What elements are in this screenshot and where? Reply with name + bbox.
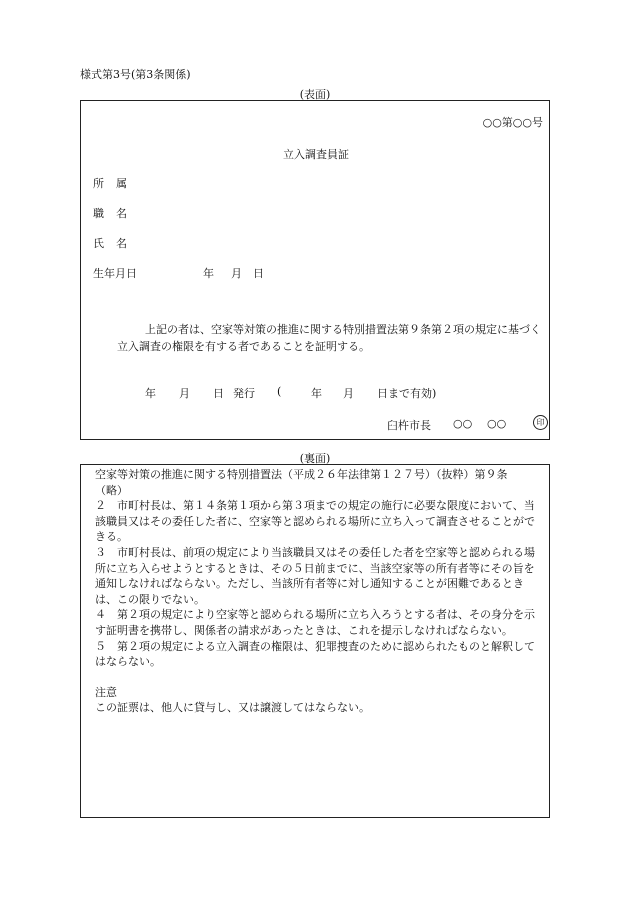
issue-year: 年	[145, 387, 156, 400]
note-heading: 注意	[95, 685, 117, 699]
birth-month-unit: 月	[231, 267, 242, 280]
mayor-name-1: ○○	[453, 417, 473, 430]
issue-day: 日	[213, 387, 224, 400]
front-side-label: (表面)	[299, 88, 331, 101]
mayor-name-2: ○○	[487, 417, 507, 430]
back-side-content	[95, 467, 545, 716]
back-side-label: (裏面)	[299, 452, 331, 465]
form-number: 様式第3号(第3条関係)	[80, 68, 191, 81]
issue-month: 月	[179, 387, 190, 400]
field-birthdate: 生年月日	[93, 267, 137, 280]
omitted-note: （略）	[95, 483, 128, 497]
seal-mark: 印	[533, 415, 548, 430]
issue-label: 発行	[233, 387, 255, 400]
article-paragraph-5: ５ 第２項の規定による立入調査の権限は、犯罪捜査のために認められたものと解釈してはならない。	[95, 639, 535, 669]
field-name: 氏 名	[93, 237, 128, 250]
certification-text: 上記の者は、空家等対策の推進に関する特別措置法第９条第２項の規定に基づく立入調査の権限を有する者であることを証明する。	[117, 323, 541, 353]
valid-month: 月	[343, 387, 354, 400]
field-affiliation: 所 属	[93, 177, 128, 190]
back-side-panel	[80, 464, 550, 818]
document-number: ○○第○○号	[482, 116, 543, 129]
article-paragraph-2: ２ 市町村長は、第１４条第１項から第３項までの規定の施行に必要な限度において、当該職員又はその委任した者に、空家等と認められる場所に立ち入って調査させることができる。	[95, 499, 535, 544]
spacer	[95, 670, 545, 685]
field-position: 職 名	[93, 207, 128, 220]
mayor-title: 臼杵市長	[387, 419, 431, 432]
birth-year-unit: 年	[203, 267, 214, 280]
front-side-panel	[80, 100, 550, 440]
birth-day-unit: 日	[253, 267, 264, 280]
certificate-title: 立入調査員証	[283, 148, 349, 161]
article-paragraph-4: ４ 第２項の規定により空家等と認められる場所に立ち入ろうとする者は、その身分を示す証明書を携帯し、関係者の請求があったときは、これを提示しなければならない。	[95, 608, 535, 637]
validity-open-paren: (	[277, 385, 282, 398]
law-title: 空家等対策の推進に関する特別措置法（平成２６年法律第１２７号）（抜粋）第９条	[95, 468, 508, 481]
note-text: この証票は、他人に貸与し、又は譲渡してはならない。	[95, 701, 370, 715]
article-paragraph-3: ３ 市町村長は、前項の規定により当該職員又はその委任した者を空家等と認められる場所に立ち入らせようとするときは、その５日前までに、当該空家等の所有者等にその旨を通知しなければならない。ただし、当該所有者等に対し通知することが困難であるときは、この限りでない。	[95, 545, 535, 606]
valid-year: 年	[311, 387, 322, 400]
valid-until: 日まで有効)	[377, 387, 437, 400]
